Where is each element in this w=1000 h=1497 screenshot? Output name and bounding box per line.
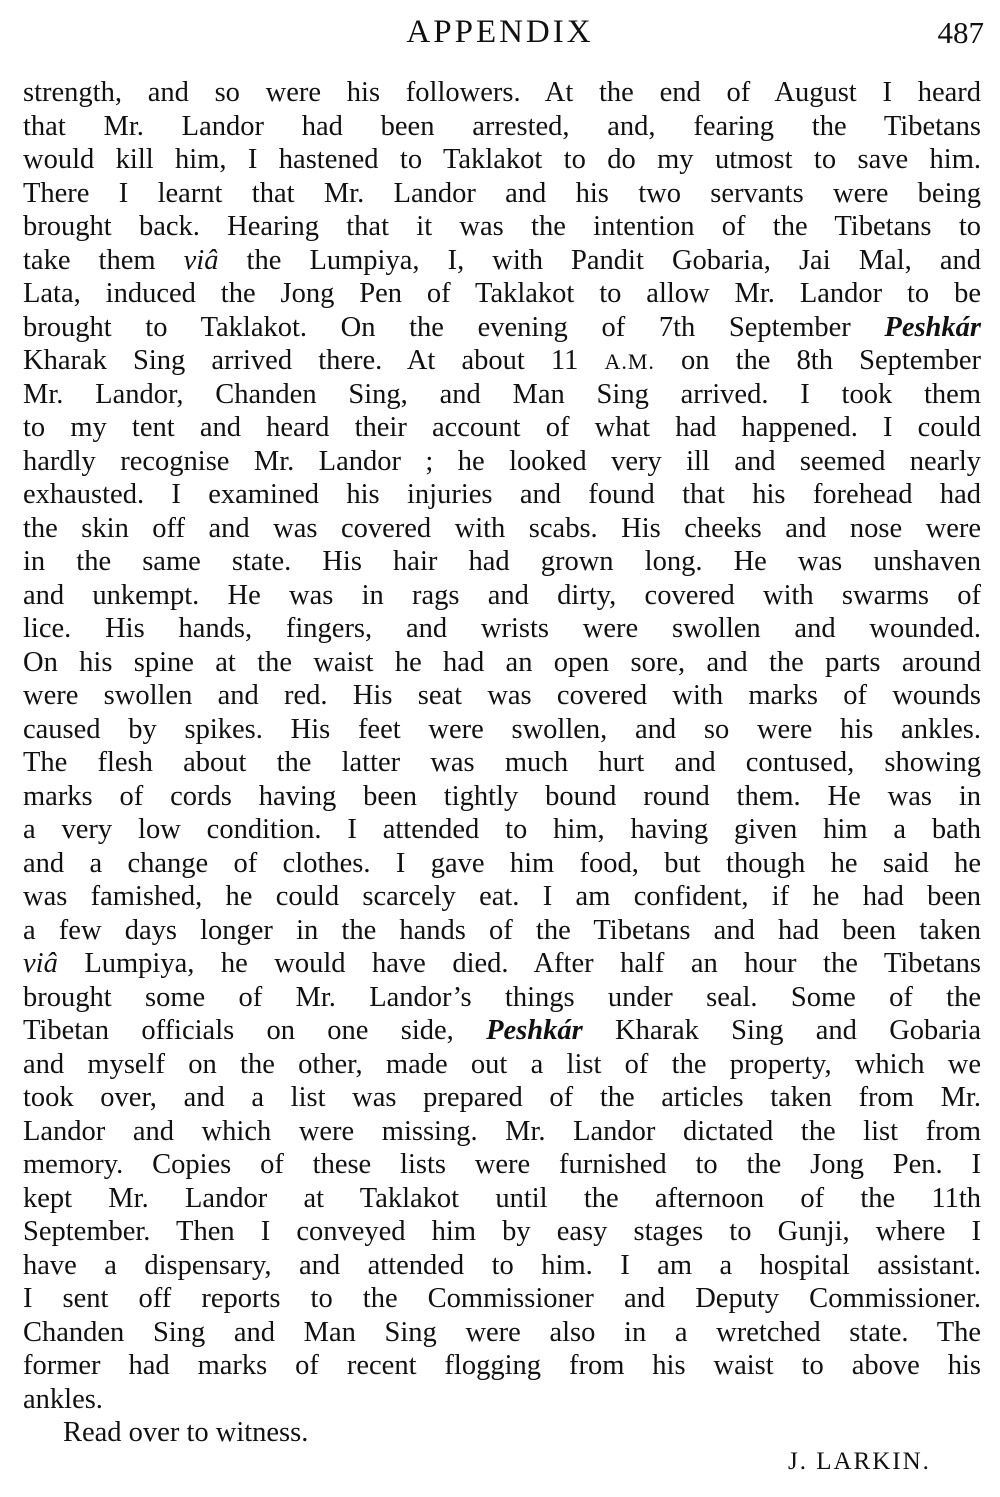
text-line: brought back. Hearing that it was the intention of the Tibetans to (23, 211, 981, 242)
text-line: September. Then I conveyed him by easy stages to Gunji, where I (23, 1216, 981, 1247)
text-line (23, 947, 981, 981)
text-line: I sent off reports to the Commissioner and Deputy Commissioner. (23, 1283, 981, 1314)
text-line (23, 344, 981, 378)
signature: J. LARKIN. (788, 1448, 931, 1475)
closing-line: Read over to witness. (63, 1417, 309, 1448)
text-line: Lata, induced the Jong Pen of Taklakot to allow Mr. Landor to be (23, 278, 981, 309)
text-line (23, 1014, 981, 1048)
text-line: ankles. (23, 1383, 103, 1415)
text-line: lice. His hands, fingers, and wrists were swollen and wounded. (23, 613, 981, 644)
text-line: a very low condition. I attended to him, having given him a bath (23, 814, 981, 845)
page-header (0, 10, 1000, 54)
running-title: APPENDIX (406, 14, 594, 50)
italic-word: Peshkár (884, 311, 981, 343)
text-line: The flesh about the latter was much hurt and contused, showing (23, 747, 981, 778)
text-line: hardly recognise Mr. Landor ; he looked very ill and seemed nearly (23, 445, 981, 477)
text-run: Kharak Sing and Gobaria (582, 1015, 981, 1046)
text-line: exhausted. I examined his injuries and found that his forehead had (23, 479, 981, 510)
italic-word: viâ (183, 244, 219, 276)
text-line: were swollen and red. His seat was covered with marks of wounds (23, 680, 981, 711)
text-line: took over, and a list was prepared of the articles taken from Mr. (23, 1082, 981, 1113)
text-line: the skin off and was covered with scabs. His cheeks and nose were (23, 512, 981, 544)
text-line: Chanden Sing and Man Sing were also in a wretched state. The (23, 1316, 981, 1348)
text-line: Landor and which were missing. Mr. Landor dictated the list from (23, 1115, 981, 1147)
text-line: kept Mr. Landor at Taklakot until the afternoon of the 11th (23, 1182, 981, 1214)
body-text (23, 76, 981, 1450)
small-caps-word: A.M. (604, 349, 655, 374)
text-line: and myself on the other, made out a list of the property, which we (23, 1048, 981, 1080)
text-line (23, 311, 981, 345)
text-line: There I learnt that Mr. Landor and his two servants were being (23, 177, 981, 209)
text-line: to my tent and heard their account of what had happened. I could (23, 412, 981, 443)
text-line: marks of cords having been tightly bound round them. He was in (23, 780, 981, 812)
text-line: former had marks of recent flogging from his waist to above his (23, 1350, 981, 1381)
text-run: brought to Taklakot. On the evening of 7th September (23, 311, 885, 343)
text-line: in the same state. His hair had grown long. He was unshaven (23, 546, 981, 577)
text-line: was famished, he could scarcely eat. I am confident, if he had been (23, 881, 981, 912)
text-line: would kill him, I hastened to Taklakot to do my utmost to save him. (23, 144, 981, 175)
text-line: brought some of Mr. Landor’s things under seal. Some of the (23, 981, 981, 1013)
text-line: and unkempt. He was in rags and dirty, covered with swarms of (23, 579, 981, 611)
text-line: and a change of clothes. I gave him food, but though he said he (23, 847, 981, 879)
text-run: Tibetan officials on one side, (23, 1015, 487, 1046)
text-run: take them (23, 244, 184, 276)
text-run: Kharak Sing arrived there. At about 11 (23, 345, 605, 376)
text-run: Lumpiya, he would have died. After half an hour the Tibetans (57, 948, 981, 979)
italic-word: viâ (23, 948, 58, 979)
page-number: 487 (937, 15, 984, 50)
text-line: strength, and so were his followers. At the end of August I heard (23, 77, 981, 108)
text-line: a few days longer in the hands of the Tibetans and had been taken (23, 914, 981, 946)
text-run: the Lumpiya, I, with Pandit Gobaria, Jai Mal, and (218, 244, 981, 276)
italic-word: Peshkár (486, 1015, 583, 1046)
text-line (23, 244, 981, 278)
text-run: on the 8th September (654, 345, 981, 376)
text-line: caused by spikes. His feet were swollen, and so were his ankles. (23, 713, 981, 745)
text-line: On his spine at the waist he had an open sore, and the parts around (23, 646, 981, 678)
text-line: have a dispensary, and attended to him. I am a hospital assistant. (23, 1249, 981, 1281)
text-line: that Mr. Landor had been arrested, and, fearing the Tibetans (23, 110, 981, 142)
text-line: Mr. Landor, Chanden Sing, and Man Sing arrived. I took them (23, 378, 981, 410)
text-line: memory. Copies of these lists were furnished to the Jong Pen. I (23, 1149, 981, 1180)
